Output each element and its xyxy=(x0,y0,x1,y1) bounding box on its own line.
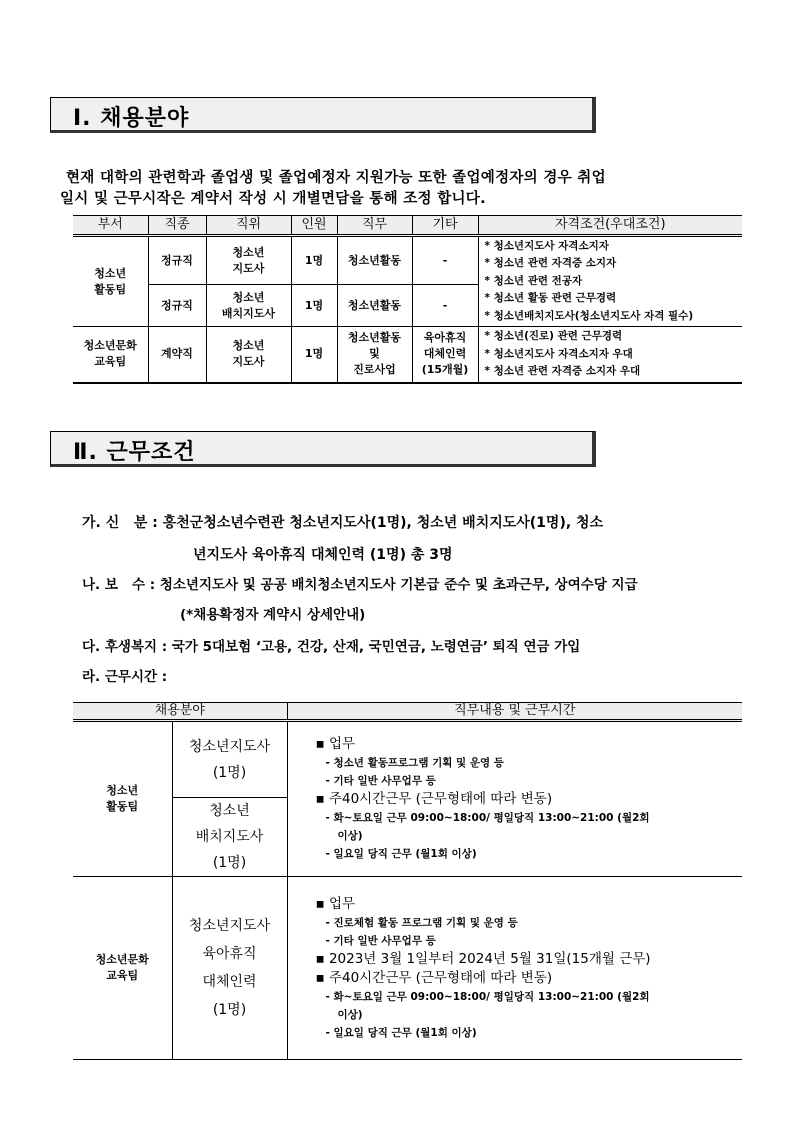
duty-item: - 기타 일반 사무업무 등 xyxy=(325,775,436,787)
position-cell: 청소년 배치지도사 xyxy=(206,285,291,327)
etc-cell: - xyxy=(412,236,478,285)
duty-item: ▪ 주40시간근무 (근무형태에 따라 변동) xyxy=(315,791,553,807)
duty-item: - 화~토요일 근무 09:00~18:00/ 평일당직 13:00~21:00 (월2회 xyxy=(325,812,650,824)
etc-cell: 육아휴직 대체인력 (15개월) xyxy=(412,327,478,383)
duty-item: 이상) xyxy=(337,1008,363,1021)
dept-cell: 청소년 활동팀 xyxy=(73,236,148,327)
duty-item: ▪ 주40시간근무 (근무형태에 따라 변동) xyxy=(315,969,553,986)
header-cell: 기타 xyxy=(412,216,478,236)
intro-line: 현재 대학의 관련학과 졸업생 및 졸업예정자 지원가능 또한 졸업예정자의 경우 취업 xyxy=(66,170,606,186)
dept-cell: 청소년문화 교육팀 xyxy=(73,877,172,1060)
section-heading-recruitment xyxy=(50,97,596,133)
position-cell: 청소년지도사 (1명) xyxy=(172,721,287,798)
section-heading-conditions xyxy=(50,431,596,467)
count-cell: 1명 xyxy=(291,285,337,327)
duty-item: ▪ 2023년 3월 1일부터 2024년 5월 31일(15개월 근무) xyxy=(315,950,651,967)
condition-status-cont: 년지도사 육아휴직 대체인력 (1명) 총 3명 xyxy=(193,547,453,563)
table-row xyxy=(73,327,742,383)
duty-item: ▪ 업무 xyxy=(315,895,356,912)
duty-cell: 청소년활동 및 진로사업 xyxy=(337,327,412,383)
header-cell: 채용분야 xyxy=(73,703,287,721)
dept-cell: 청소년 활동팀 xyxy=(73,721,172,877)
condition-pay: 나. 보 수 : 청소년지도사 및 공공 배치청소년지도사 기본급 준수 및 초과근무, 상여수당 지급 xyxy=(82,577,638,593)
duty-item: - 일요일 당직 근무 (월1회 이상) xyxy=(325,848,477,860)
qualification-item: * 청소년지도사 자격소지자 xyxy=(484,239,609,252)
qualification-item: * 청소년 관련 자격증 소지자 우대 xyxy=(484,365,641,377)
duty-item: - 기타 일반 사무업무 등 xyxy=(325,934,436,947)
table-row xyxy=(73,236,742,285)
header-cell: 직위 xyxy=(206,216,291,236)
duty-cell: 청소년활동 xyxy=(337,236,412,285)
duty-cell xyxy=(287,721,742,877)
qualification-item: * 청소년배치지도사(청소년지도사 자격 필수) xyxy=(484,309,694,322)
qualification-cell xyxy=(478,327,742,383)
duty-cell: 청소년활동 xyxy=(337,285,412,327)
type-cell: 정규직 xyxy=(148,285,206,327)
header-cell: 자격조건(우대조건) xyxy=(478,216,742,236)
header-cell: 부서 xyxy=(73,216,148,236)
qualification-item: * 청소년 활동 관련 근무경력 xyxy=(484,292,617,305)
count-cell: 1명 xyxy=(291,327,337,383)
position-cell: 청소년 배치지도사 (1명) xyxy=(172,798,287,877)
qualification-item: * 청소년 관련 전공자 xyxy=(484,274,583,287)
header-cell: 직무 xyxy=(337,216,412,236)
section-title: Ⅱ. 근무조건 xyxy=(73,440,196,465)
table-row xyxy=(73,877,742,1060)
qualification-item: * 청소년지도사 자격소지자 우대 xyxy=(484,347,633,360)
recruitment-table xyxy=(73,215,742,384)
duty-item: - 일요일 당직 근무 (월1회 이상) xyxy=(325,1026,477,1039)
intro-line: 일시 및 근무시작은 계약서 작성 시 개별면담을 통해 조정 합니다. xyxy=(60,191,486,207)
header-cell: 인원 xyxy=(291,216,337,236)
condition-hours: 라. 근무시간 : xyxy=(82,669,168,685)
position-cell: 청소년 지도사 xyxy=(206,236,291,285)
condition-status: 가. 신 분 : 홍천군청소년수련관 청소년지도사(1명), 청소년 배치지도사(1명), 청소 xyxy=(82,515,604,531)
duty-item: - 진로체험 활동 프로그램 기획 및 운영 등 xyxy=(325,916,518,929)
duty-item: ▪ 업무 xyxy=(315,736,356,752)
header-cell: 직종 xyxy=(148,216,206,236)
qualification-item: * 청소년 관련 자격증 소지자 xyxy=(484,257,617,270)
qualification-cell xyxy=(478,236,742,327)
etc-cell: - xyxy=(412,285,478,327)
condition-welfare: 다. 후생복지 : 국가 5대보험 ‘고용, 건강, 산재, 국민연금, 노령연금’ 퇴직 연금 가입 xyxy=(82,639,581,655)
intro-paragraph xyxy=(60,168,746,210)
duty-item: - 청소년 활동프로그램 기획 및 운영 등 xyxy=(325,757,504,769)
duty-cell xyxy=(287,877,742,1060)
count-cell: 1명 xyxy=(291,236,337,285)
type-cell: 계약직 xyxy=(148,327,206,383)
work-hours-table xyxy=(73,702,742,1060)
qualification-item: * 청소년(진로) 관련 근무경력 xyxy=(484,330,623,342)
dept-cell: 청소년문화 교육팀 xyxy=(73,327,148,383)
duty-item: - 화~토요일 근무 09:00~18:00/ 평일당직 13:00~21:00 (월2회 xyxy=(325,990,650,1003)
type-cell: 정규직 xyxy=(148,236,206,285)
position-cell: 청소년지도사 육아휴직 대체인력 (1명) xyxy=(172,877,287,1060)
condition-pay-note: (*채용확정자 계약시 상세안내) xyxy=(180,607,366,623)
table-row xyxy=(73,721,742,798)
header-cell: 직무내용 및 근무시간 xyxy=(287,703,742,721)
section-title: Ⅰ. 채용분야 xyxy=(73,106,190,131)
position-cell: 청소년 지도사 xyxy=(206,327,291,383)
duty-item: 이상) xyxy=(337,830,363,842)
